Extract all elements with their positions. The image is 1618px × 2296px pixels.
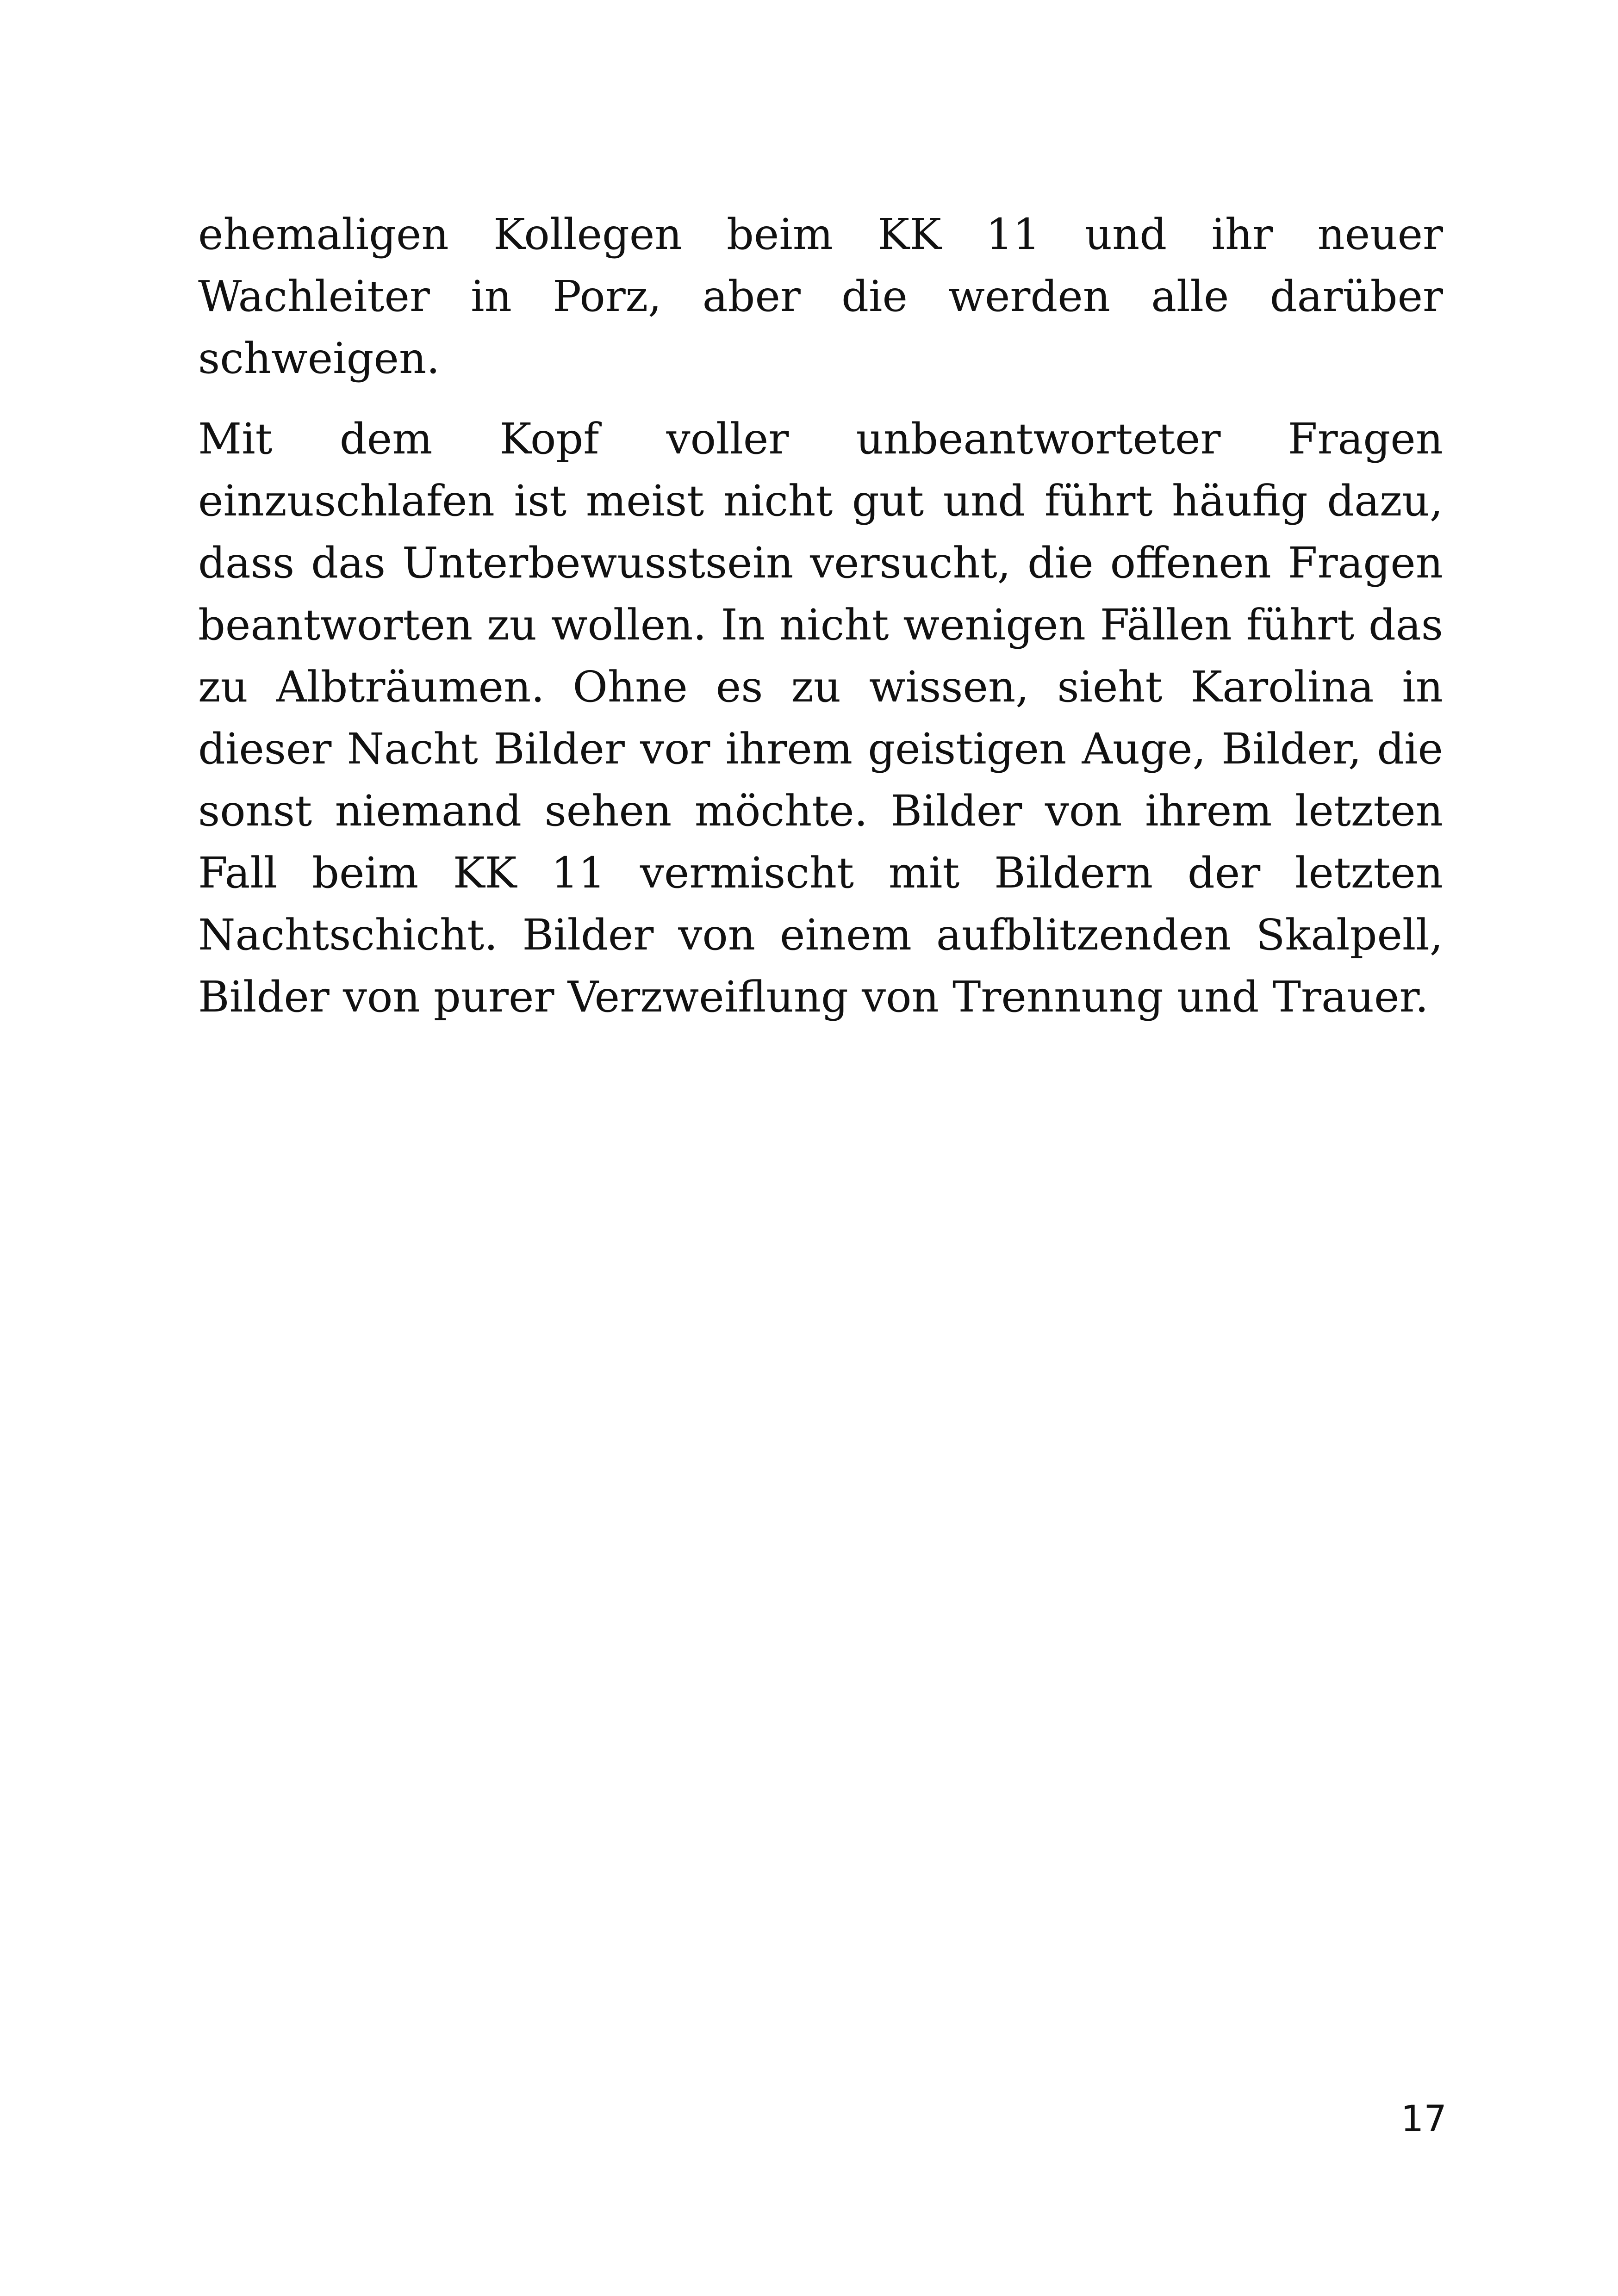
paragraph-1: ehemaligen Kollegen beim KK 11 und ihr neuer Wachleiter in Porz, aber die werden alle darüber schweigen. (198, 210, 1443, 383)
body-text (198, 204, 1443, 1028)
paragraph-2: Mit dem Kopf voller unbeantworteter Fragen einzuschlafen ist meist nicht gut und führt häufig dazu, dass das Unterbewusstsein versucht, die offenen Fragen beantworten zu wollen. In nicht wenigen Fällen führt das zu Albträumen. Ohne es zu wissen, sieht Karolina in dieser Nacht Bilder vor ihrem geistigen Auge, Bilder, die sonst niemand sehen möchte. Bilder von ihrem letzten Fall beim KK 11 vermischt mit Bildern der letzten Nachtschicht. Bilder von einem aufblitzenden Skalpell, Bilder von purer Verzweiflung von Trennung und Trauer. (198, 414, 1443, 1022)
page-number: 17 (1400, 2098, 1447, 2140)
